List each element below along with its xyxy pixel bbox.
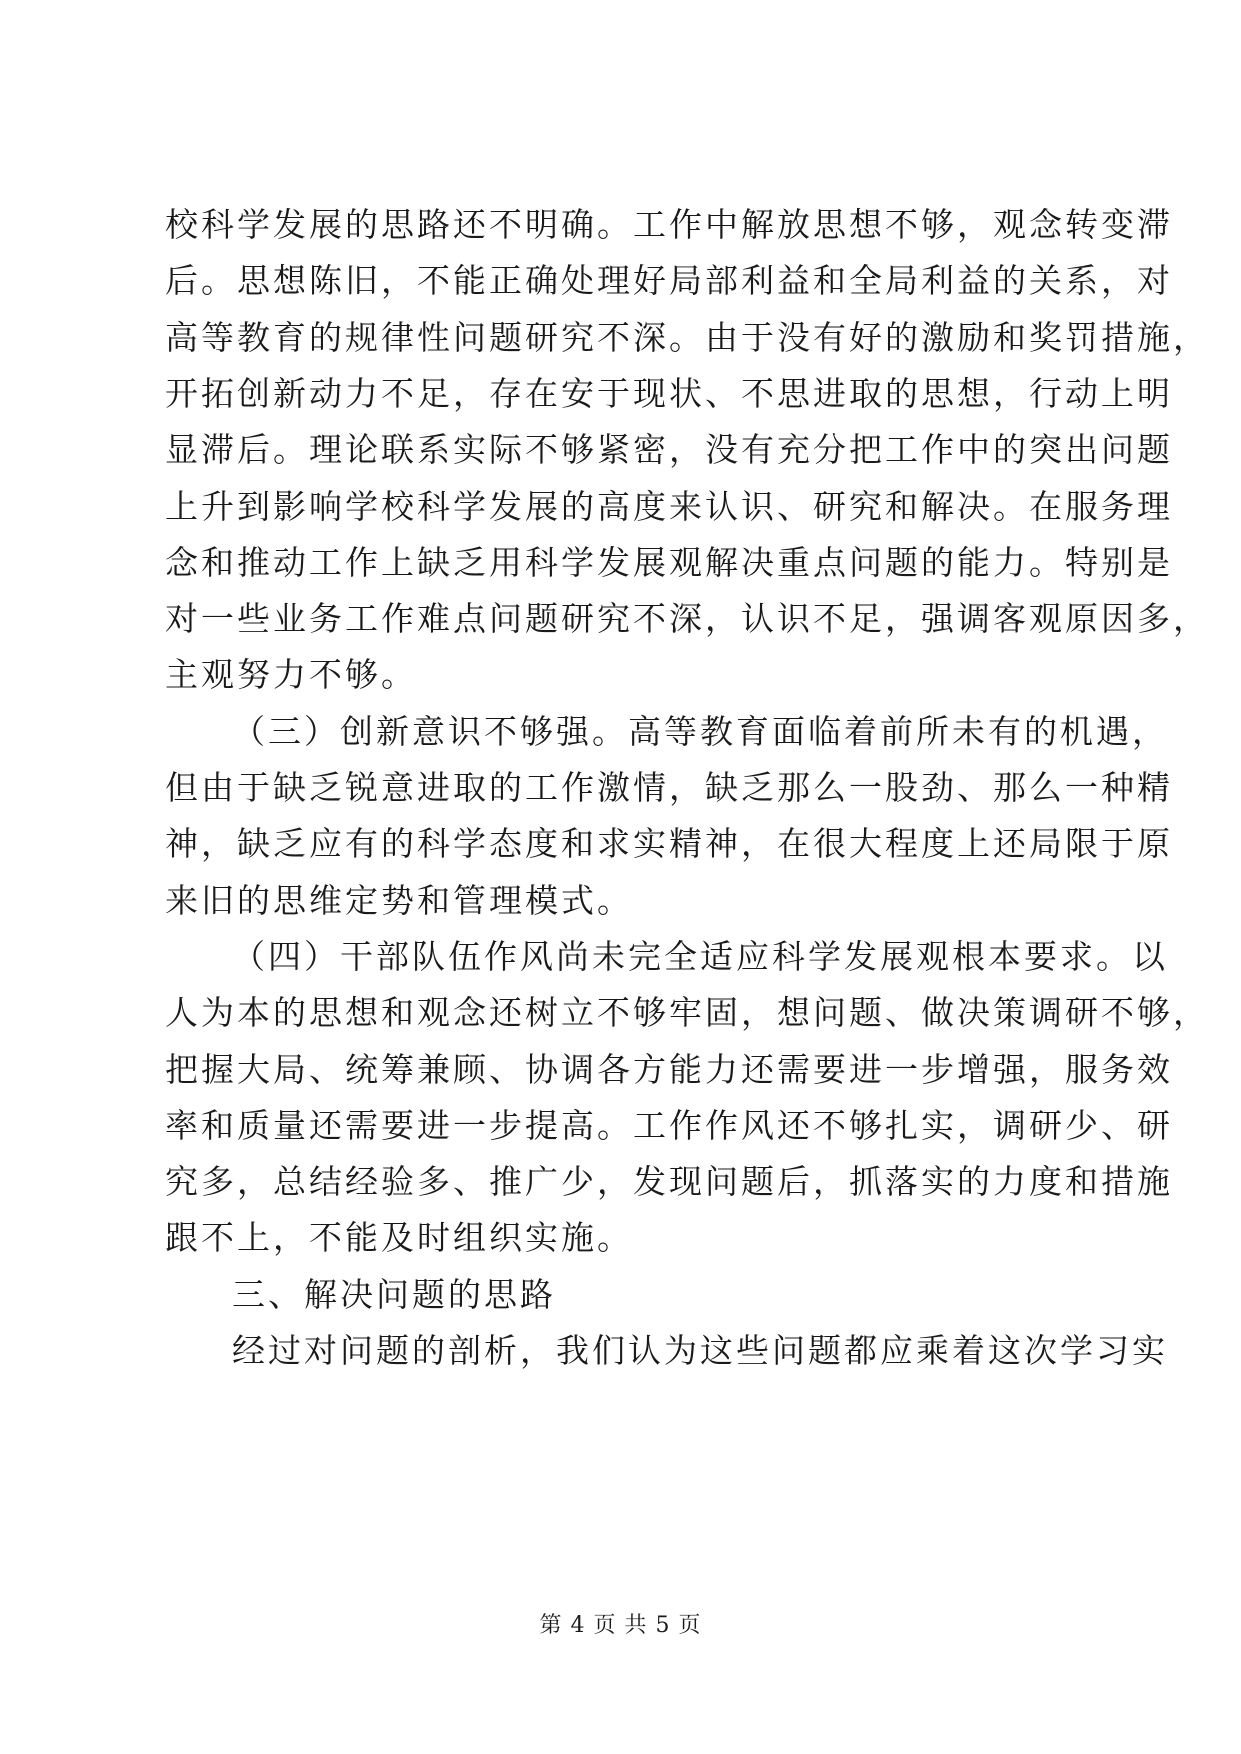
- text-line: 后。思想陈旧，不能正确处理好局部利益和全局利益的关系，对: [165, 261, 1173, 300]
- text-line: 率和质量还需要进一步提高。工作作风还不够扎实，调研少、研: [165, 1106, 1173, 1145]
- text-line: 人为本的思想和观念还树立不够牢固，想问题、做决策调研不够，: [165, 993, 1209, 1032]
- text-line: 念和推动工作上缺乏用科学发展观解决重点问题的能力。特别是: [165, 543, 1173, 582]
- page-footer: 第 4 页 共 5 页: [539, 1613, 702, 1638]
- text-line: 神，缺乏应有的科学态度和求实精神，在很大程度上还局限于原: [165, 824, 1173, 863]
- text-line: 跟不上，不能及时组织实施。: [165, 1218, 633, 1257]
- paragraph-start-line: （四）干部队伍作风尚未完全适应科学发展观根本要求。以: [232, 937, 1168, 976]
- text-line: 上升到影响学校科学发展的高度来认识、研究和解决。在服务理: [165, 487, 1173, 526]
- text-line: 开拓创新动力不足，存在安于现状、不思进取的思想，行动上明: [165, 374, 1173, 413]
- text-line: 但由于缺乏锐意进取的工作激情，缺乏那么一股劲、那么一种精: [165, 768, 1173, 807]
- paragraph-start-line: （三）创新意识不够强。高等教育面临着前所未有的机遇，: [232, 712, 1168, 751]
- text-line: 校科学发展的思路还不明确。工作中解放思想不够，观念转变滞: [165, 205, 1173, 244]
- text-line: 主观努力不够。: [165, 655, 417, 694]
- text-line: 高等教育的规律性问题研究不深。由于没有好的激励和奖罚措施，: [165, 318, 1209, 357]
- text-line: 对一些业务工作难点问题研究不深，认识不足，强调客观原因多，: [165, 599, 1209, 638]
- text-line: 显滞后。理论联系实际不够紧密，没有充分把工作中的突出问题: [165, 430, 1173, 469]
- text-line: 究多，总结经验多、推广少，发现问题后，抓落实的力度和措施: [165, 1162, 1173, 1201]
- section-heading: 三、解决问题的思路: [232, 1275, 556, 1314]
- text-line: 来旧的思维定势和管理模式。: [165, 881, 633, 920]
- paragraph-start-line: 经过对问题的剖析，我们认为这些问题都应乘着这次学习实: [232, 1331, 1168, 1370]
- text-line: 把握大局、统筹兼顾、协调各方能力还需要进一步增强，服务效: [165, 1050, 1173, 1089]
